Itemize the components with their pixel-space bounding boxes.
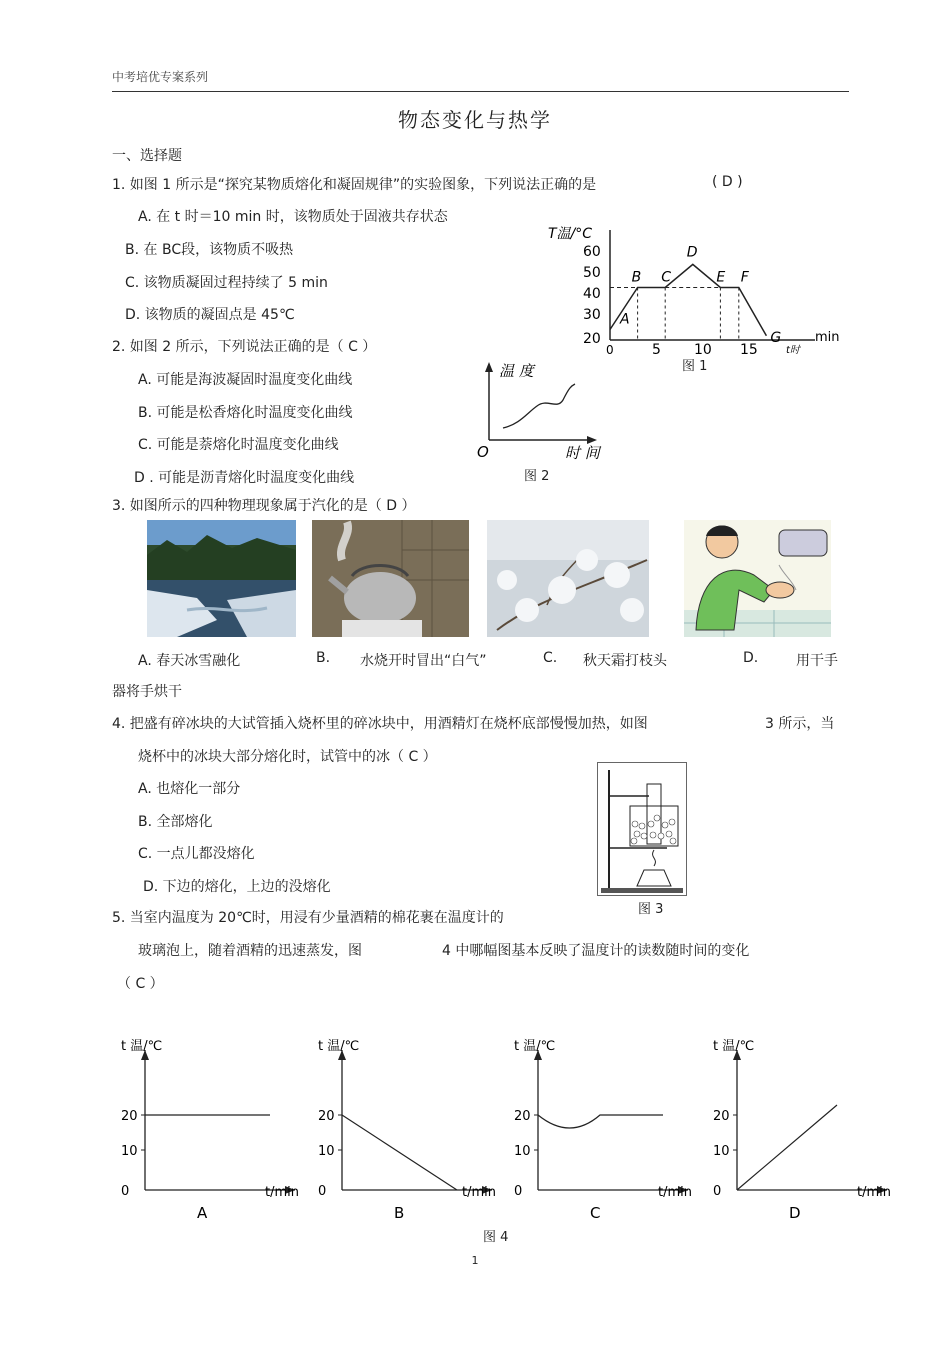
fig4-chart-A (121, 1039, 299, 1222)
q4-stem-2: 烧杯中的冰块大部分熔化时，试管中的冰（ C ） (138, 749, 437, 765)
q2-option-b: B. 可能是松香熔化时温度变化曲线 (138, 405, 353, 421)
q5-stem-1: 5. 当室内温度为 20℃时，用浸有少量酒精的棉花裹在温度计的 (112, 910, 504, 926)
fig2-xlabel: 时 间 (565, 444, 600, 462)
fig4-ytick: 20 (318, 1109, 335, 1124)
fig2-curve (503, 384, 575, 428)
fig1-xtick-10: 10 (694, 342, 712, 358)
fig4-chart-D (713, 1039, 891, 1222)
q3-option-d: 用干手 (796, 653, 838, 669)
q2-stem: 2. 如图 2 所示，下列说法正确的是（ C ） (112, 339, 377, 355)
q1-option-b: B. 在 BC段，该物质不吸热 (125, 242, 294, 258)
fig2-ylabel: 温 度 (499, 362, 534, 380)
fig1-xlabel: min (815, 330, 840, 345)
photo-hand-dryer (684, 520, 831, 637)
fig4-ytick: 20 (121, 1109, 138, 1124)
fig4-ytick: 20 (514, 1109, 531, 1124)
fig1-xtick-0: 0 (606, 343, 614, 357)
fig4-chart-label: B (394, 1204, 405, 1222)
fig1-ytick-30: 30 (583, 307, 601, 323)
fig4-ytick: 10 (318, 1144, 335, 1159)
photo-ice-melting (147, 520, 296, 637)
fig1-ytick-50: 50 (583, 265, 601, 281)
fig4-chart-label: C (590, 1204, 601, 1222)
q2-option-c: C. 可能是萘熔化时温度变化曲线 (138, 437, 339, 453)
photo-ice-melting-art (147, 520, 296, 637)
fig1-xlabel-t: t时 (786, 345, 800, 356)
q3-option-b: 水烧开时冒出“白气” (360, 653, 487, 669)
figure-3-caption: 图 3 (638, 902, 664, 917)
fig2-origin: O (477, 443, 489, 461)
figure-1-caption: 图 1 (682, 359, 708, 374)
section-heading: 一、选择题 (112, 148, 182, 164)
fig4-ytick: 0 (713, 1184, 722, 1199)
q1-option-c: C. 该物质凝固过程持续了 5 min (125, 275, 328, 291)
q2-option-a: A. 可能是海波凝固时温度变化曲线 (138, 372, 353, 388)
photo-hand-dryer-art (684, 520, 831, 637)
fig1-point-B: B (631, 269, 642, 286)
fig4-ytick: 0 (318, 1184, 327, 1199)
q4-stem-1b: 3 所示，当 (765, 716, 835, 732)
q1-stem: 1. 如图 1 所示是“探究某物质熔化和凝固规律”的实验图象，下列说法正确的是 (112, 177, 597, 193)
fig4-series-line (737, 1105, 837, 1190)
q1-answer: ( D ) (712, 174, 743, 190)
q4-option-d: D. 下边的熔化，上边的没熔化 (143, 879, 331, 895)
q4-option-c: C. 一点儿都没熔化 (138, 846, 255, 862)
photo-frost-branches-art (487, 520, 649, 637)
fig4-series-line (538, 1115, 663, 1128)
q4-option-b: B. 全部熔化 (138, 814, 213, 830)
fig4-ylabel: t 温/℃ (121, 1039, 163, 1054)
fig1-point-labels (619, 244, 781, 345)
photo-kettle-steam (312, 520, 469, 637)
figure-2-caption: 图 2 (524, 469, 550, 484)
fig1-point-A: A (620, 311, 630, 328)
fig1-xtick-5: 5 (652, 342, 661, 358)
q4-stem-1: 4. 把盛有碎冰块的大试管插入烧杯里的碎冰块中，用酒精灯在烧杯底部慢慢加热，如图 (112, 716, 648, 732)
figure-4-caption: 图 4 (483, 1230, 509, 1245)
q3-option-a: A. 春天冰雪融化 (138, 653, 241, 669)
fig4-ylabel: t 温/℃ (713, 1039, 755, 1054)
fig4-ytick: 10 (713, 1144, 730, 1159)
q3-option-d-letter: D. (743, 650, 759, 666)
photo-frost-branches (487, 520, 649, 637)
q5-stem-2b: 4 中哪幅图基本反映了温度计的读数随时间的变化 (442, 943, 750, 959)
fig1-xtick-15: 15 (740, 342, 758, 358)
fig4-ytick: 0 (121, 1184, 130, 1199)
fig4-chart-label: A (197, 1204, 208, 1222)
fig4-ytick: 0 (514, 1184, 523, 1199)
fig1-point-F: F (740, 269, 749, 286)
q1-option-a: A. 在 t 时＝10 min 时，该物质处于固液共存状态 (138, 209, 448, 225)
q2-option-d: D . 可能是沥青熔化时温度变化曲线 (134, 470, 355, 486)
figure-4-charts (110, 1035, 900, 1225)
fig4-ytick: 20 (713, 1109, 730, 1124)
fig1-ytick-60: 60 (583, 244, 601, 260)
fig4-xlabel: t/min (857, 1185, 891, 1200)
fig4-ylabel: t 温/℃ (318, 1039, 360, 1054)
fig4-ylabel: t 温/℃ (514, 1039, 556, 1054)
q4-option-a: A. 也熔化一部分 (138, 781, 241, 797)
q3-option-b-letter: B. (316, 650, 331, 666)
fig1-point-D: D (686, 244, 698, 261)
page-header: 中考培优专案系列 (112, 70, 209, 84)
fig4-chart-B (318, 1039, 496, 1222)
q3-option-c-letter: C. (543, 650, 558, 666)
fig4-ytick: 10 (514, 1144, 531, 1159)
fig1-point-E: E (716, 269, 726, 286)
fig4-xlabel: t/min (462, 1185, 496, 1200)
figure-3-apparatus (597, 762, 687, 896)
q3-option-d-cont: 器将手烘干 (112, 684, 182, 700)
q1-option-d: D. 该物质的凝固点是 45℃ (125, 307, 295, 323)
fig4-charts-group (121, 1039, 891, 1222)
fig1-ytick-20: 20 (583, 331, 601, 347)
fig4-chart-label: D (789, 1204, 801, 1222)
fig2-y-arrow (485, 362, 493, 372)
fig4-chart-C (514, 1039, 692, 1222)
fig4-xlabel: t/min (265, 1185, 299, 1200)
page-title: 物态变化与热学 (398, 108, 552, 132)
fig4-xlabel: t/min (658, 1185, 692, 1200)
fig2-x-arrow (587, 436, 597, 444)
fig4-series-line (342, 1115, 457, 1190)
fig1-ytick-40: 40 (583, 286, 601, 302)
fig4-ytick: 10 (121, 1144, 138, 1159)
page-number: 1 (471, 1254, 479, 1267)
fig1-point-C: C (661, 269, 671, 286)
photo-kettle-steam-art (312, 520, 469, 637)
fig1-ylabel: T温/°C (548, 226, 593, 242)
q3-stem: 3. 如图所示的四种物理现象属于汽化的是（ D ） (112, 498, 416, 514)
q3-option-c: 秋天霜打枝头 (583, 653, 667, 669)
figure-2-chart (475, 358, 635, 466)
fig1-point-G: G (770, 329, 782, 346)
q5-answer: （ C ） (117, 976, 164, 992)
q5-stem-2: 玻璃泡上，随着酒精的迅速蒸发，图 (138, 943, 362, 959)
header-rule (112, 91, 849, 92)
